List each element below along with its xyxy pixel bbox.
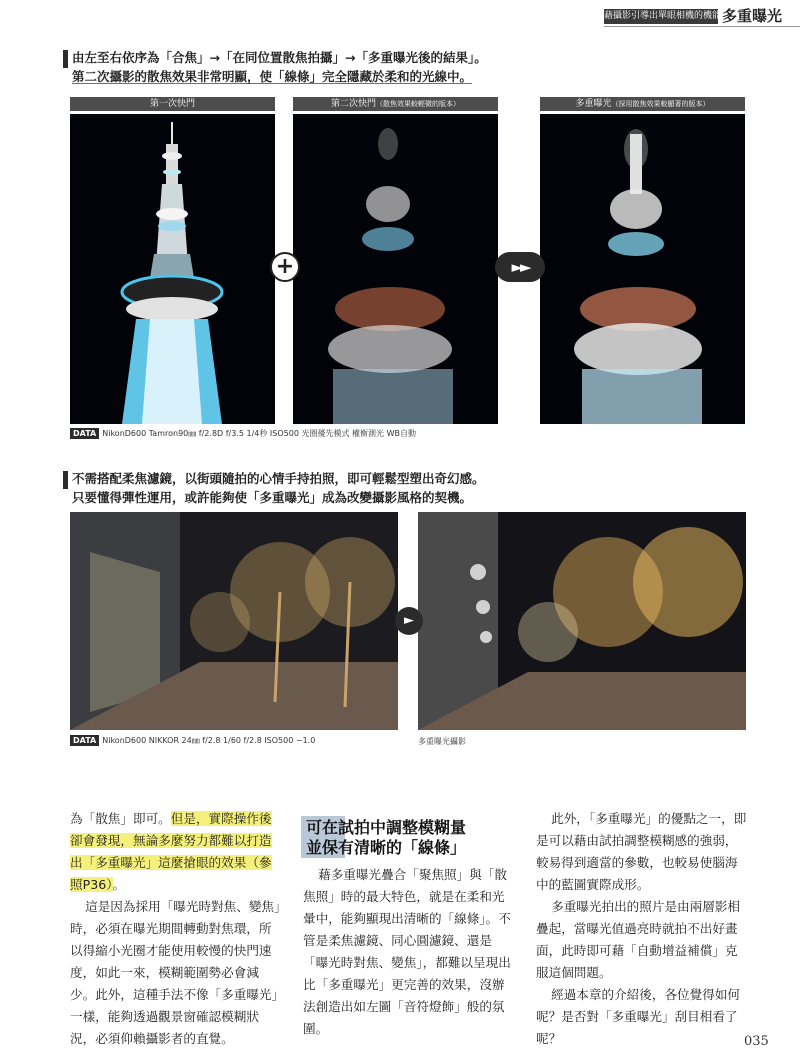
- tower-multi-illustration: [540, 114, 745, 424]
- middle-data-text: NikonD600 NIKKOR 24㎜ f/2.8 1/60 f/2.8 ISO500 −1.0: [102, 736, 316, 745]
- photo-label-multi-exposure: [540, 97, 745, 111]
- col2-paragraph-1: 藉多重曝光疊合「聚焦照」與「散焦照」時的最大特色，就是在柔和光暈中，能夠顯現出清晰的「線條」。不管是柔焦濾鏡、同心圓濾鏡、還是「曝光時對焦、變焦」，都難以呈現出比「多重曝光」更完善的效果，沒辦法創造出如左圖「音符燈飾」般的氛圍。: [303, 867, 511, 1036]
- col1-paragraph-2: 這是因為採用「曝光時對焦、變焦」時，必須在曝光期間轉動對焦環，所以得縮小光圈才能使用較慢的快門速度，如此一來，模糊範圍勢必會減少。此外，這種手法不像「多重曝光」一樣，能夠透過觀景窗確認模糊狀況，必須仰賴攝影者的直覺。: [70, 899, 281, 1046]
- top-caption-line1: 由左至右依序為「合焦」→「在同位置散焦拍攝」→「多重曝光後的結果」。: [72, 50, 487, 65]
- double-arrow-icon: ►►: [495, 252, 545, 282]
- col1-p1-end: 。: [112, 877, 126, 892]
- photo-label-first-shutter: 第一次快門: [70, 97, 275, 111]
- col1-p1-highlight: 但是，實際操作後卻會發現，無論多麼努力都難以打造出「多重曝光」這麼搶眼的效果（參照P36）: [70, 811, 272, 892]
- page-number: 035: [744, 1034, 769, 1049]
- section-heading: [306, 818, 518, 858]
- photo-street-lights: [70, 512, 398, 730]
- col3-paragraph-1: 此外，「多重曝光」的優點之一，即是可以藉由試拍調整模糊感的強弱，較易得到適當的參數，也較易使腦海中的藍圖實際成形。: [536, 811, 747, 892]
- tower-focus-illustration: [70, 114, 275, 424]
- caption-marker: [63, 50, 68, 68]
- photo-tower-multi-exposure: [540, 114, 745, 424]
- series-label: 藉攝影引導出單眼相機的機能: [604, 9, 718, 24]
- body-column-2: [303, 864, 516, 1040]
- middle-photo-data: [70, 735, 315, 746]
- arrow-right-icon: ►: [395, 607, 423, 635]
- photo-label-second-shutter: [293, 97, 498, 111]
- photo-label-multi-sub: （採用散焦效果較顯著的版本）: [611, 100, 710, 108]
- col3-paragraph-3: 經過本章的介紹後，各位覺得如何呢？是否對「多重曝光」刮目相看了呢？: [536, 987, 741, 1046]
- photo-label-second-main: 第二次快門: [330, 99, 376, 109]
- body-column-3: [536, 808, 748, 1050]
- header-rule: [604, 26, 800, 27]
- photo-label-second-sub: （散焦效果較輕微的版本）: [376, 100, 460, 108]
- middle-caption-line1: 不需搭配柔焦濾鏡，以街頭隨拍的心情手持拍照，即可輕鬆型塑出奇幻感。: [72, 471, 485, 486]
- chapter-title: 多重曝光: [722, 7, 783, 25]
- section-heading-line2: 並保有清晰的「線條」: [306, 838, 467, 857]
- col1-paragraph-1: [70, 808, 282, 896]
- street-lights-illustration: [70, 512, 398, 730]
- photo-tower-defocused: [293, 114, 498, 424]
- photo-tower-in-focus: [70, 114, 275, 424]
- street-multi-illustration: [418, 512, 746, 730]
- data-tag: DATA: [70, 735, 99, 746]
- top-data-text: NikonD600 Tamron90㎜ f/2.8D f/3.5 1/4秒 ISO500 光圈優先模式 權衡測光 WB自動: [102, 429, 416, 438]
- tower-defocus-illustration: [293, 114, 498, 424]
- section-heading-line1: 可在試拍中調整模糊量: [306, 818, 467, 837]
- col3-paragraph-2: 多重曝光拍出的照片是由兩層影相疊起，當曝光值過亮時就拍不出好畫面，此時即可藉「自動增益補償」克服這個問題。: [536, 899, 741, 980]
- photo-label-multi-main: 多重曝光: [575, 99, 612, 109]
- plus-icon: +: [270, 252, 300, 282]
- top-caption-line2: 第二次攝影的散焦效果非常明顯，使「線條」完全隱藏於柔和的光線中。: [72, 69, 473, 84]
- col1-p1-lead: 為「散焦」即可。: [70, 811, 171, 826]
- middle-caption-line2: 只要懂得彈性運用，或許能夠使「多重曝光」成為改變攝影風格的契機。: [72, 490, 473, 505]
- photo-street-multi-exposure: [418, 512, 746, 730]
- multi-exposure-caption: 多重曝光攝影: [418, 737, 466, 746]
- caption-marker: [63, 471, 68, 489]
- body-column-1: [70, 808, 282, 1050]
- data-tag: DATA: [70, 428, 99, 439]
- top-photo-data: [70, 428, 416, 439]
